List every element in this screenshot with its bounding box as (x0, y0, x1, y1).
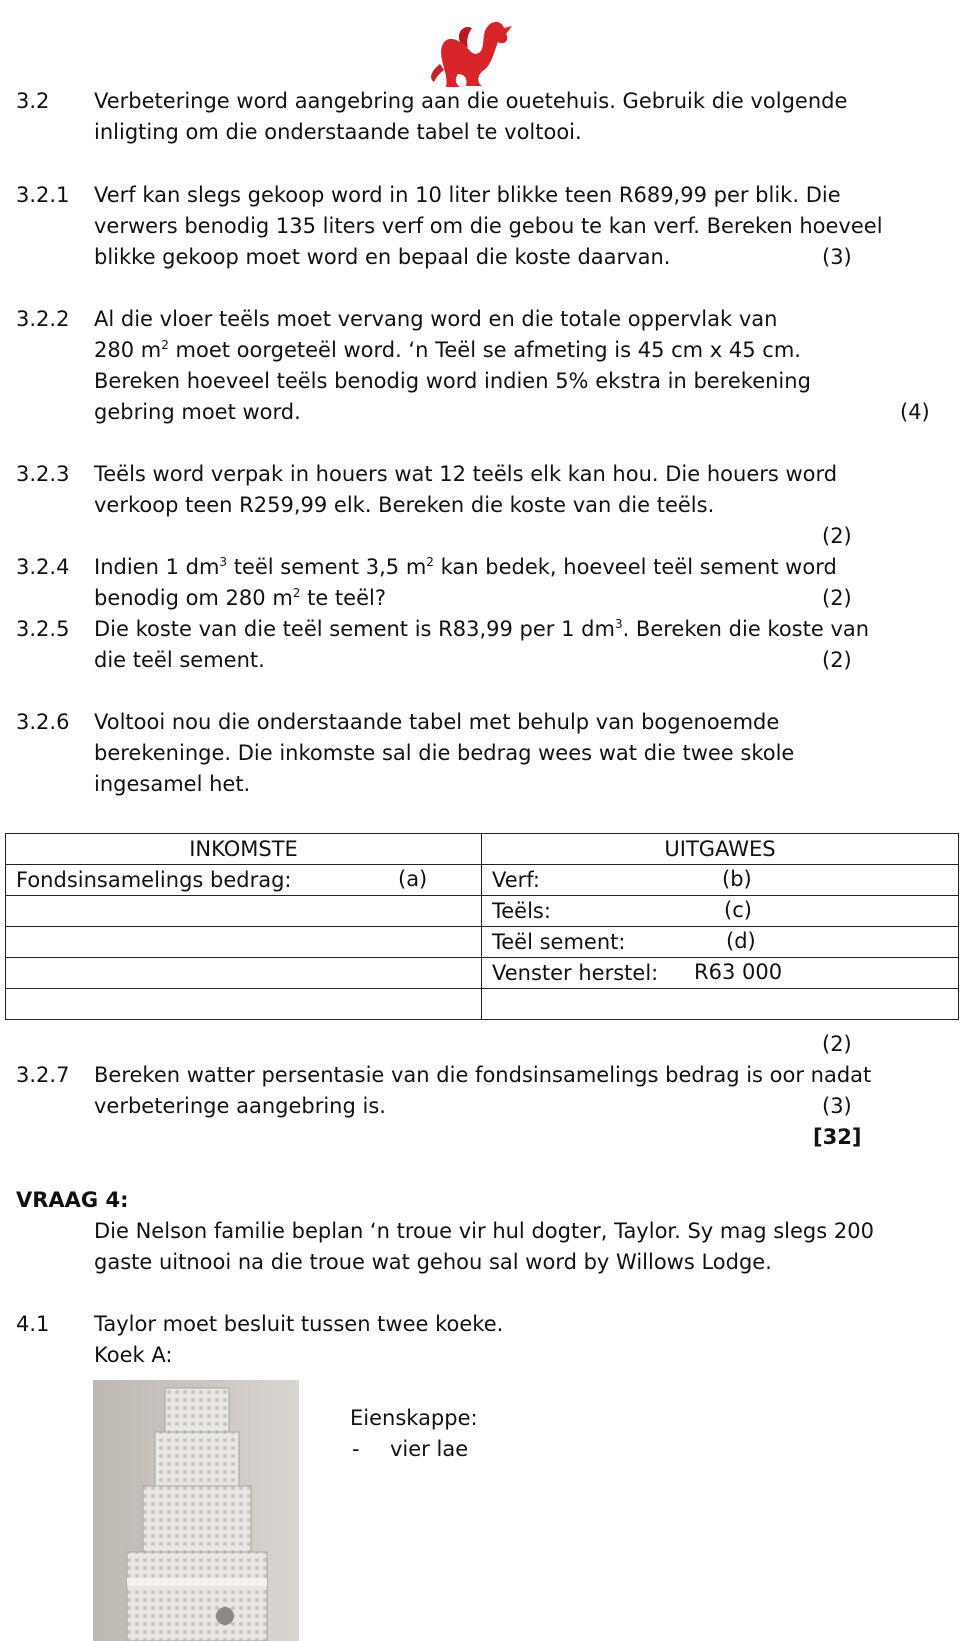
question-text: verkoop teen R259,99 elk. Bereken die koste van die teëls. (94, 493, 715, 517)
question-text: gebring moet word. (94, 400, 301, 424)
question-text: Die Nelson familie beplan ‘n troue vir hul dogter, Taylor. Sy mag slegs 200 (94, 1219, 874, 1243)
section-heading: VRAAG 4: (16, 1188, 129, 1212)
question-text: inligting om die onderstaande tabel te voltooi. (94, 120, 582, 144)
table-row (6, 958, 959, 989)
question-text: Die koste van die teël sement is R83,99 per 1 $dm^3$. Bereken die koste van (94, 617, 870, 641)
list-bullet: - (352, 1437, 360, 1461)
expense-value: (d) (726, 929, 756, 953)
question-number: 3.2.3 (16, 462, 70, 486)
question-text: Al die vloer teëls moet vervang word en die totale oppervlak van (94, 307, 778, 331)
table-header-income: INKOMSTE (6, 834, 482, 865)
expense-value: (b) (722, 867, 752, 891)
table-cell (6, 958, 482, 989)
dragon-logo-icon (420, 12, 516, 88)
section-total: [32] (813, 1125, 862, 1149)
question-number: 3.2.4 (16, 555, 70, 579)
table-cell (6, 865, 482, 896)
marks: (2) (822, 1032, 852, 1056)
table-row (6, 989, 959, 1020)
marks: (3) (822, 245, 852, 269)
table-cell (6, 896, 482, 927)
table-row (6, 927, 959, 958)
expense-label: Teël sement: (492, 930, 626, 954)
table-cell (482, 989, 959, 1020)
expense-value: (c) (724, 898, 752, 922)
table-cell (482, 927, 959, 958)
question-text: ingesamel het. (94, 772, 251, 796)
question-text: berekeninge. Die inkomste sal die bedrag wees wat die twee skole (94, 741, 795, 765)
question-text: verbeteringe aangebring is. (94, 1094, 386, 1118)
question-text: die teël sement. (94, 648, 265, 672)
question-text: Voltooi nou die onderstaande tabel met behulp van bogenoemde (94, 710, 780, 734)
question-number: 3.2 (16, 89, 50, 113)
question-number: 3.2.2 (16, 307, 70, 331)
question-text: Verf kan slegs gekoop word in 10 liter blikke teen R689,99 per blik. Die (94, 183, 841, 207)
expense-value: R63 000 (694, 960, 783, 984)
marks: (2) (822, 648, 852, 672)
properties-title: Eienskappe: (350, 1406, 478, 1430)
question-number: 3.2.7 (16, 1063, 70, 1087)
income-expense-table (5, 833, 959, 1020)
question-text: blikke gekoop moet word en bepaal die koste daarvan. (94, 245, 671, 269)
table-cell (482, 865, 959, 896)
table-header-expenses: UITGAWES (482, 834, 959, 865)
table-cell (482, 958, 959, 989)
table-cell (6, 927, 482, 958)
question-text: Taylor moet besluit tussen twee koeke. (94, 1312, 504, 1336)
table-cell (482, 896, 959, 927)
marks: (4) (900, 400, 930, 424)
question-text: Teëls word verpak in houers wat 12 teëls elk kan hou. Die houers word (94, 462, 838, 486)
question-text: Bereken hoeveel teëls benodig word indien 5% ekstra in berekening (94, 369, 811, 393)
question-text: Bereken watter persentasie van die fondsinsamelings bedrag is oor nadat (94, 1063, 872, 1087)
question-text: Verbeteringe word aangebring aan die ouetehuis. Gebruik die volgende (94, 89, 848, 113)
income-label: Fondsinsamelings bedrag: (16, 868, 292, 892)
question-text: gaste uitnooi na die troue wat gehou sal word by Willows Lodge. (94, 1250, 772, 1274)
list-item: vier lae (390, 1437, 469, 1461)
table-header-row (6, 834, 959, 865)
expense-label: Teëls: (492, 899, 551, 923)
cake-label: Koek A: (94, 1343, 173, 1367)
question-text: benodig om 280 $m^2$ te teël? (94, 586, 386, 610)
expense-label: Venster herstel: (492, 961, 659, 985)
question-number: 3.2.5 (16, 617, 70, 641)
income-value: (a) (398, 867, 428, 891)
question-number: 3.2.6 (16, 710, 70, 734)
question-number: 3.2.1 (16, 183, 70, 207)
marks: (2) (822, 586, 852, 610)
marks: (2) (822, 524, 852, 548)
question-text: Indien 1 $dm^3$ teël sement 3,5 $m^2$ kan bedek, hoeveel teël sement word (94, 555, 837, 579)
marks: (3) (822, 1094, 852, 1118)
cake-a-photo (93, 1380, 299, 1641)
question-text: 280 $m^2$ moet oorgeteël word. ‘n Teël se afmeting is 45 cm x 45 cm. (94, 338, 801, 362)
question-number: 4.1 (16, 1312, 50, 1336)
question-text: verwers benodig 135 liters verf om die gebou te kan verf. Bereken hoeveel (94, 214, 883, 238)
expense-label: Verf: (492, 868, 541, 892)
table-row (6, 896, 959, 927)
table-row (6, 865, 959, 896)
table-cell (6, 989, 482, 1020)
